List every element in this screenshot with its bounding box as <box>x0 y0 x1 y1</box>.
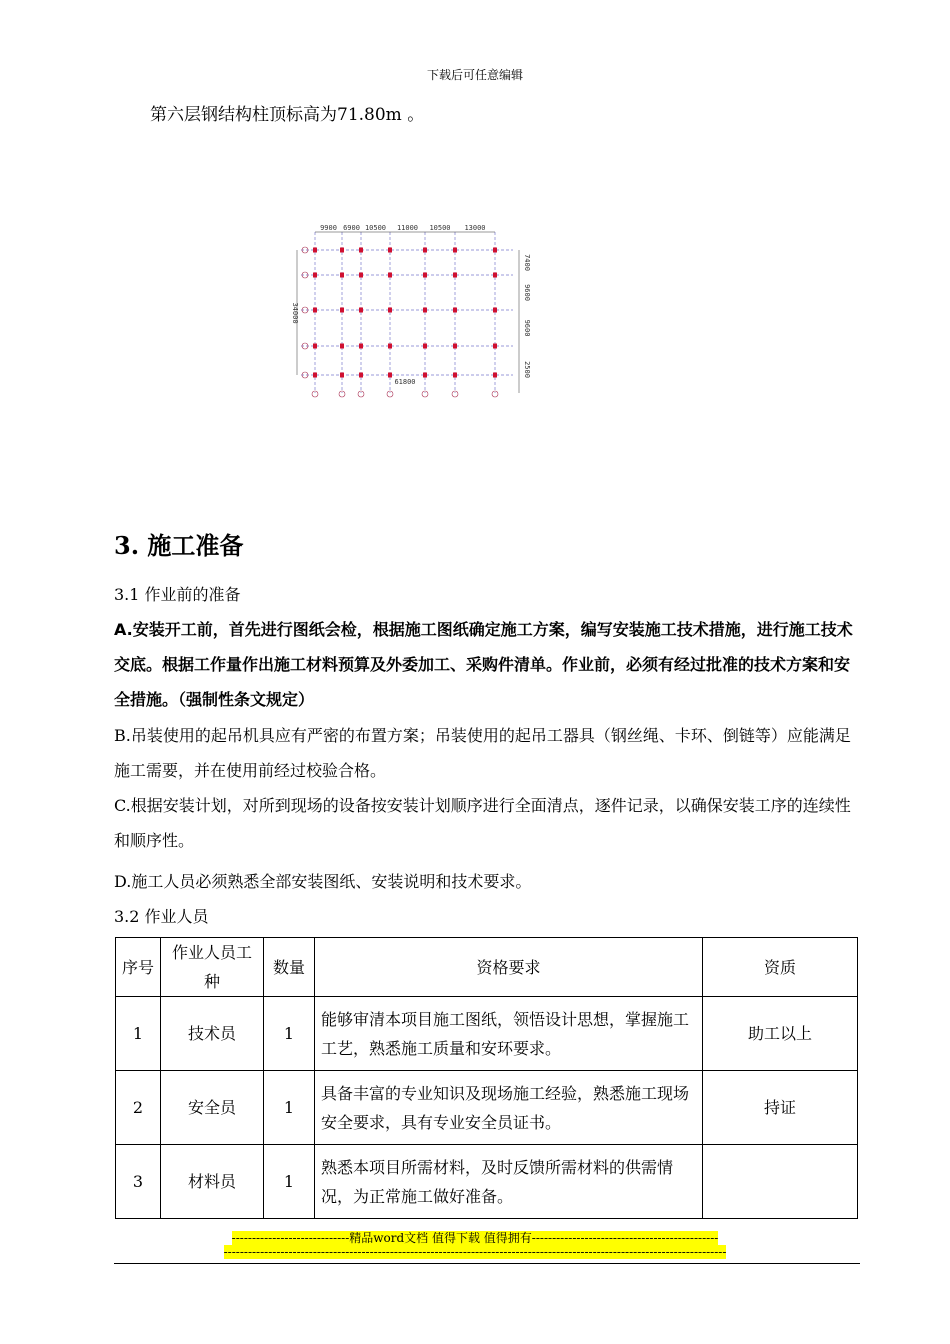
column-mark <box>388 344 392 349</box>
column-mark <box>423 248 427 253</box>
column-mark <box>313 344 317 349</box>
footer-line-2 <box>0 1245 950 1259</box>
cell-qty: 1 <box>264 1071 315 1145</box>
cell-role: 安全员 <box>161 1071 264 1145</box>
axis-bubble <box>387 391 393 397</box>
column-mark <box>313 308 317 313</box>
column-mark <box>453 248 457 253</box>
column-mark <box>453 273 457 278</box>
th-qty: 数量 <box>264 938 315 997</box>
dim-label-top: 9900 <box>320 224 337 232</box>
dim-label-right: 9600 <box>523 319 531 337</box>
column-mark <box>313 373 317 378</box>
para-a: A.安装开工前，首先进行图纸会检，根据施工图纸确定施工方案，编写安装施工技术措施，进行施工技术交底。根据工作量作出施工材料预算及外委加工、采购件清单。作业前，必须有经过批准的技术方案和安全措施。（强制性条文规定） <box>114 620 853 709</box>
column-mark <box>340 308 344 313</box>
column-mark <box>493 373 497 378</box>
cell-cert <box>703 1145 858 1219</box>
para-c: C.根据安装计划，对所到现场的设备按安装计划顺序进行全面清点，逐件记录，以确保安装工序的连续性和顺序性。 <box>114 796 851 850</box>
staff-table <box>115 937 858 1219</box>
column-mark <box>359 308 363 313</box>
cell-qty: 1 <box>264 1145 315 1219</box>
column-mark <box>453 373 457 378</box>
column-mark <box>388 373 392 378</box>
column-mark <box>340 248 344 253</box>
column-mark <box>313 248 317 253</box>
footer-dashes: ---------------------------------------------------------------------------------------------------------------------------- <box>223 1245 727 1259</box>
th-role: 作业人员工种 <box>161 938 264 997</box>
footer-line-1 <box>0 1229 950 1246</box>
table-header-row <box>116 938 858 997</box>
para-b: B.吊装使用的起吊机具应有严密的布置方案；吊装使用的起吊工器具（钢丝绳、卡环、倒链等）应能满足施工需要，并在使用前经过校验合格。 <box>114 726 851 780</box>
th-req: 资格要求 <box>315 938 703 997</box>
th-cert: 资质 <box>703 938 858 997</box>
columns <box>313 248 497 378</box>
cell-cert: 持证 <box>703 1071 858 1145</box>
column-mark <box>423 273 427 278</box>
cell-qty: 1 <box>264 997 315 1071</box>
footer-rule <box>114 1263 860 1264</box>
column-mark <box>423 373 427 378</box>
column-mark <box>388 308 392 313</box>
axis-bubble <box>358 391 364 397</box>
column-mark <box>340 344 344 349</box>
dim-label-right: 2500 <box>523 361 531 378</box>
dim-label-top: 10500 <box>364 224 387 232</box>
dim-label-right: 7400 <box>523 254 531 271</box>
column-mark <box>493 308 497 313</box>
table-row <box>116 1145 858 1219</box>
column-mark <box>340 273 344 278</box>
column-mark <box>493 248 497 253</box>
axis-bubble <box>452 391 458 397</box>
cell-no: 3 <box>116 1145 161 1219</box>
column-mark <box>340 373 344 378</box>
intro-text: 第六层钢结构柱顶标高为71.80m 。 <box>150 105 425 125</box>
dim-label-bottom: 61800 <box>394 378 416 386</box>
column-mark <box>359 373 363 378</box>
cell-req: 熟悉本项目所需材料，及时反馈所需材料的供需情况，为正常施工做好准备。 <box>315 1145 703 1219</box>
para-d: D.施工人员必须熟悉全部安装图纸、安装说明和技术要求。 <box>114 872 532 891</box>
dim-label-top: 11000 <box>396 224 419 232</box>
cell-role: 技术员 <box>161 997 264 1071</box>
axis-bubble <box>339 391 345 397</box>
column-mark <box>359 273 363 278</box>
dim-label-top: 10500 <box>429 224 451 232</box>
dim-label-left: 34000 <box>291 302 299 324</box>
axis-bubble <box>492 391 498 397</box>
column-mark <box>359 248 363 253</box>
table-row <box>116 1071 858 1145</box>
cell-no: 2 <box>116 1071 161 1145</box>
grid-lines <box>301 232 513 397</box>
cell-cert: 助工以上 <box>703 997 858 1071</box>
page-header: 下载后可任意编辑 <box>426 68 523 82</box>
column-mark <box>493 344 497 349</box>
column-mark <box>453 308 457 313</box>
s32-heading: 3.2 作业人员 <box>114 907 209 926</box>
cell-req: 能够审清本项目施工图纸，领悟设计思想，掌握施工工艺，熟悉施工质量和安环要求。 <box>315 997 703 1071</box>
section-title: 3. 施工准备 <box>114 531 244 560</box>
cell-no: 1 <box>116 997 161 1071</box>
column-mark <box>388 273 392 278</box>
column-mark <box>313 273 317 278</box>
column-mark <box>359 344 363 349</box>
dim-label-right: 9600 <box>523 284 531 301</box>
dim-label-top: 6900 <box>343 224 360 232</box>
cell-role: 材料员 <box>161 1145 264 1219</box>
column-mark <box>423 308 427 313</box>
s31-heading: 3.1 作业前的准备 <box>114 585 241 604</box>
table-row <box>116 997 858 1071</box>
footer-banner-text: -----------------------------精品word文档 值得下载 值得拥有---------------------------------------------- <box>231 1231 719 1245</box>
axis-bubble <box>422 391 428 397</box>
column-mark <box>493 273 497 278</box>
structural-plan-drawing <box>285 218 535 403</box>
dim-label-top: 13000 <box>464 224 486 232</box>
th-no: 序号 <box>116 938 161 997</box>
axis-bubble <box>312 391 318 397</box>
column-mark <box>423 344 427 349</box>
column-mark <box>388 248 392 253</box>
cell-req: 具备丰富的专业知识及现场施工经验，熟悉施工现场安全要求，具有专业安全员证书。 <box>315 1071 703 1145</box>
column-mark <box>453 344 457 349</box>
